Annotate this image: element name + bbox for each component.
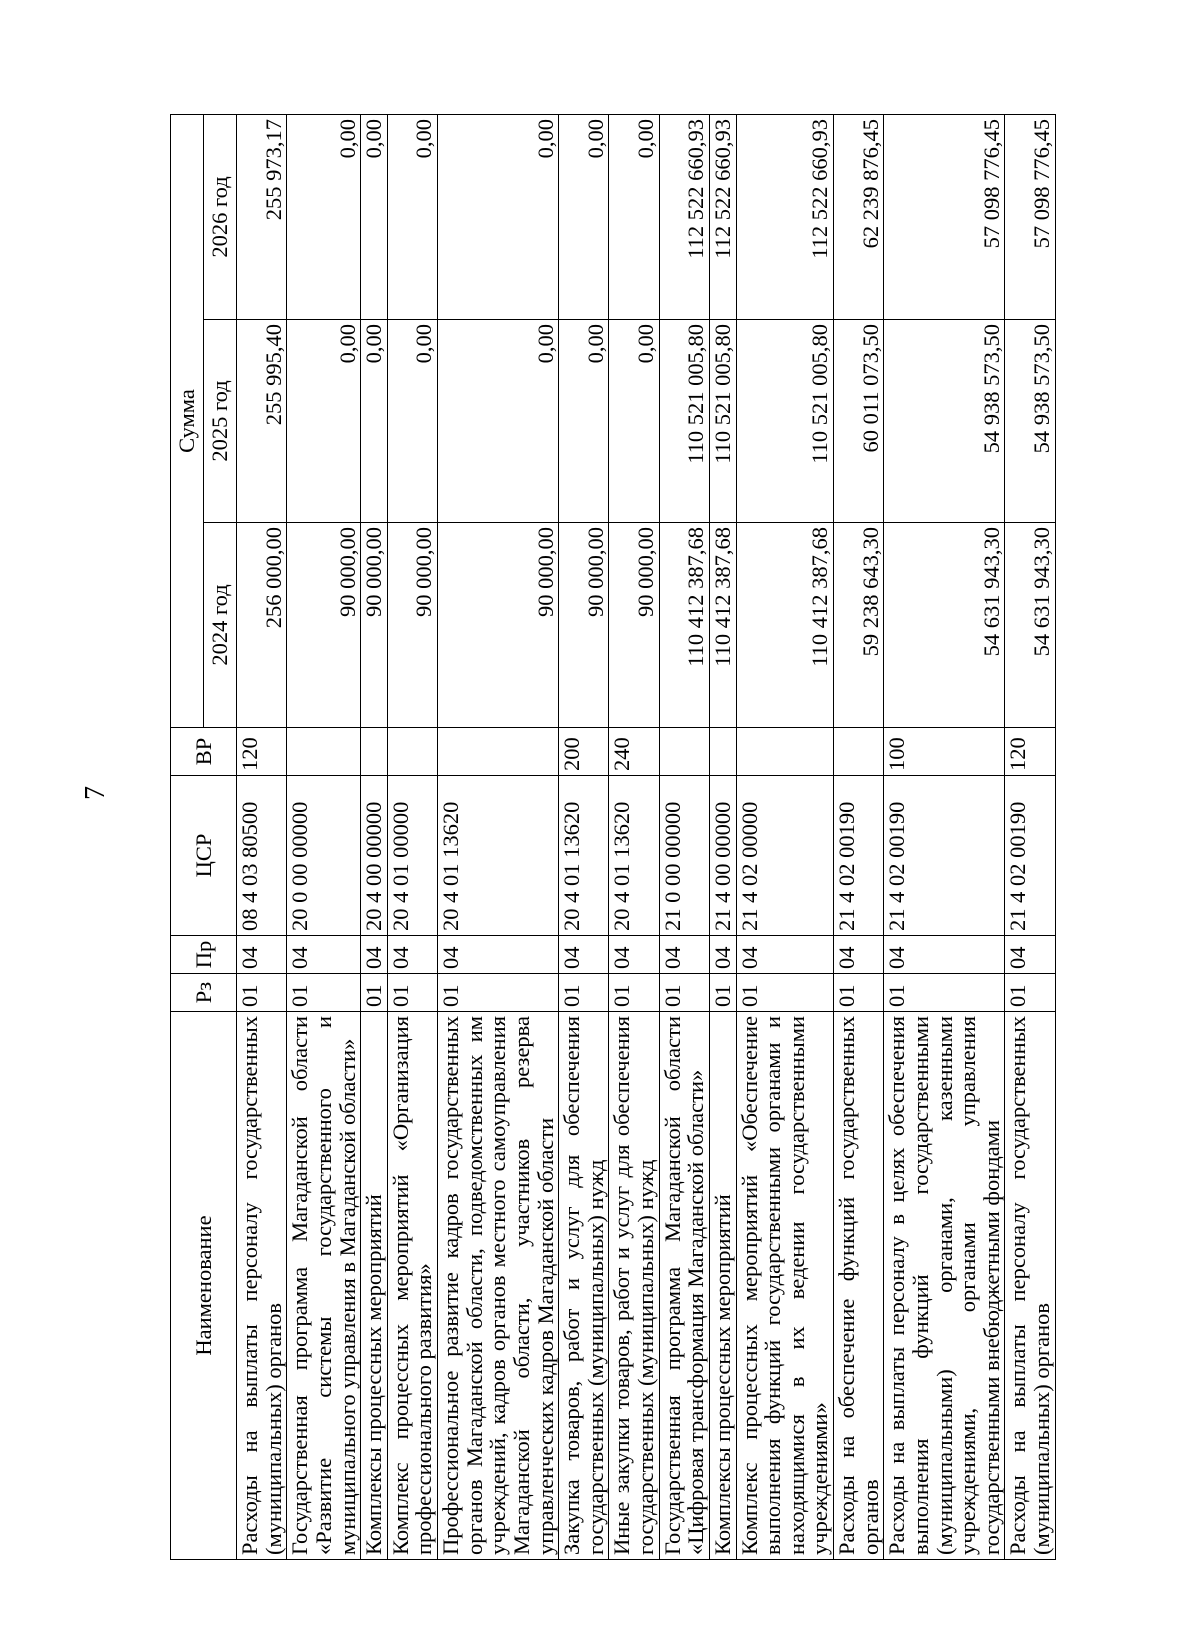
cell-rz: 01 [361, 974, 388, 1012]
cell-name: Расходы на обеспечение функций государственных органов [834, 1012, 884, 1560]
cell-rz: 01 [287, 974, 361, 1012]
cell-csr: 21 4 00 00000 [709, 776, 736, 936]
cell-name: Профессиональное развитие кадров государственных органов Магаданской области, подведомственных им учреждений, кадров органов местного самоуправления Магаданской области, участников резерва управленческих кадров Магаданской области [438, 1012, 559, 1560]
cell-rz: 01 [237, 974, 287, 1012]
cell-vr [659, 728, 709, 776]
cell-sum-2025: 0,00 [438, 320, 559, 523]
cell-name: Комплексы процессных мероприятий [361, 1012, 388, 1560]
cell-name: Иные закупки товаров, работ и услуг для обеспечения государственных (муниципальных) нужд [609, 1012, 659, 1560]
cell-pr: 04 [736, 936, 834, 974]
cell-pr: 04 [1005, 936, 1055, 974]
cell-pr: 04 [361, 936, 388, 974]
cell-rz: 01 [609, 974, 659, 1012]
cell-sum-2024: 110 412 387,68 [659, 523, 709, 728]
header-name: Наименование [171, 1012, 237, 1560]
cell-pr: 04 [387, 936, 437, 974]
cell-pr: 04 [287, 936, 361, 974]
cell-name: Закупка товаров, работ и услуг для обеспечения государственных (муниципальных) нужд [559, 1012, 609, 1560]
cell-sum-2024: 90 000,00 [559, 523, 609, 728]
cell-pr: 04 [559, 936, 609, 974]
cell-csr: 20 0 00 00000 [287, 776, 361, 936]
cell-vr [438, 728, 559, 776]
table-row [559, 114, 609, 1559]
cell-vr [834, 728, 884, 776]
cell-sum-2025: 110 521 005,80 [659, 320, 709, 523]
header-sum: Сумма [171, 114, 204, 727]
cell-vr: 200 [559, 728, 609, 776]
cell-csr: 20 4 01 13620 [559, 776, 609, 936]
cell-rz: 01 [709, 974, 736, 1012]
header-year-2026: 2026 год [204, 114, 237, 319]
cell-sum-2024: 90 000,00 [438, 523, 559, 728]
cell-vr [387, 728, 437, 776]
cell-csr: 20 4 01 13620 [438, 776, 559, 936]
header-vr: ВР [171, 728, 237, 776]
cell-pr: 04 [884, 936, 1005, 974]
cell-sum-2026: 57 098 776,45 [884, 114, 1005, 319]
cell-vr [287, 728, 361, 776]
cell-name: Расходы на выплаты персоналу государственных (муниципальных) органов [1005, 1012, 1055, 1560]
cell-vr: 120 [1005, 728, 1055, 776]
cell-sum-2026: 62 239 876,45 [834, 114, 884, 319]
table-body [237, 114, 1056, 1559]
cell-pr: 04 [709, 936, 736, 974]
cell-sum-2024: 90 000,00 [609, 523, 659, 728]
cell-vr: 240 [609, 728, 659, 776]
cell-name: Государственная программа Магаданской области «Развитие системы государственного и муниципального управления в Магаданской области» [287, 1012, 361, 1560]
header-year-2024: 2024 год [204, 523, 237, 728]
cell-rz: 01 [736, 974, 834, 1012]
cell-sum-2026: 57 098 776,45 [1005, 114, 1055, 319]
table-row [709, 114, 736, 1559]
cell-csr: 21 4 02 00190 [884, 776, 1005, 936]
cell-csr: 21 4 02 00190 [834, 776, 884, 936]
cell-sum-2026: 0,00 [438, 114, 559, 319]
cell-sum-2026: 112 522 660,93 [736, 114, 834, 319]
table-row [1005, 114, 1055, 1559]
cell-sum-2025: 110 521 005,80 [709, 320, 736, 523]
cell-vr [361, 728, 388, 776]
cell-sum-2025: 54 938 573,50 [884, 320, 1005, 523]
cell-name: Комплексы процессных мероприятий [709, 1012, 736, 1560]
cell-csr: 08 4 03 80500 [237, 776, 287, 936]
cell-sum-2025: 0,00 [609, 320, 659, 523]
cell-name: Расходы на выплаты персоналу в целях обеспечения выполнения функций государственными (муниципальными) органами, казенными учреждениями, органами управления государственными внебюджетными фондами [884, 1012, 1005, 1560]
cell-sum-2025: 60 011 073,50 [834, 320, 884, 523]
table-row [361, 114, 388, 1559]
cell-vr [736, 728, 834, 776]
table-row [884, 114, 1005, 1559]
cell-sum-2026: 0,00 [387, 114, 437, 319]
cell-vr: 100 [884, 728, 1005, 776]
cell-sum-2026: 112 522 660,93 [659, 114, 709, 319]
cell-rz: 01 [387, 974, 437, 1012]
cell-name: Комплекс процессных мероприятий «Организация профессионального развития» [387, 1012, 437, 1560]
cell-sum-2024: 90 000,00 [287, 523, 361, 728]
cell-csr: 21 0 00 00000 [659, 776, 709, 936]
table-row [659, 114, 709, 1559]
cell-csr: 20 4 00 00000 [361, 776, 388, 936]
budget-table-wrapper [170, 115, 1054, 1560]
cell-sum-2025: 0,00 [361, 320, 388, 523]
cell-name: Расходы на выплаты персоналу государственных (муниципальных) органов [237, 1012, 287, 1560]
cell-sum-2025: 0,00 [287, 320, 361, 523]
cell-sum-2026: 0,00 [559, 114, 609, 319]
cell-sum-2025: 54 938 573,50 [1005, 320, 1055, 523]
header-pr: Пр [171, 936, 237, 974]
cell-sum-2025: 0,00 [387, 320, 437, 523]
cell-vr: 120 [237, 728, 287, 776]
cell-pr: 04 [834, 936, 884, 974]
cell-rz: 01 [559, 974, 609, 1012]
table-row [387, 114, 437, 1559]
cell-sum-2024: 256 000,00 [237, 523, 287, 728]
cell-sum-2024: 54 631 943,30 [1005, 523, 1055, 728]
header-row-1 [171, 114, 204, 1559]
cell-sum-2026: 255 973,17 [237, 114, 287, 319]
table-row [438, 114, 559, 1559]
cell-csr: 20 4 01 13620 [609, 776, 659, 936]
cell-csr: 21 4 02 00000 [736, 776, 834, 936]
table-row [287, 114, 361, 1559]
cell-sum-2025: 0,00 [559, 320, 609, 523]
cell-name: Государственная программа Магаданской области «Цифровая трансформация Магаданской области» [659, 1012, 709, 1560]
cell-rz: 01 [834, 974, 884, 1012]
cell-sum-2024: 110 412 387,68 [709, 523, 736, 728]
cell-sum-2026: 0,00 [609, 114, 659, 319]
page-number: 7 [80, 786, 111, 800]
cell-sum-2024: 59 238 643,30 [834, 523, 884, 728]
header-csr: ЦСР [171, 776, 237, 936]
cell-name: Комплекс процессных мероприятий «Обеспечение выполнения функций государственными органами и находящимися в их ведении государственными учреждениями» [736, 1012, 834, 1560]
cell-vr [709, 728, 736, 776]
header-year-2025: 2025 год [204, 320, 237, 523]
header-rz: Рз [171, 974, 237, 1012]
cell-pr: 04 [438, 936, 559, 974]
cell-sum-2026: 112 522 660,93 [709, 114, 736, 319]
cell-pr: 04 [237, 936, 287, 974]
cell-sum-2026: 0,00 [361, 114, 388, 319]
cell-csr: 21 4 02 00190 [1005, 776, 1055, 936]
cell-sum-2025: 110 521 005,80 [736, 320, 834, 523]
table-row [834, 114, 884, 1559]
cell-rz: 01 [659, 974, 709, 1012]
cell-pr: 04 [609, 936, 659, 974]
cell-sum-2026: 0,00 [287, 114, 361, 319]
table-row [237, 114, 287, 1559]
cell-rz: 01 [1005, 974, 1055, 1012]
cell-pr: 04 [659, 936, 709, 974]
table-row [736, 114, 834, 1559]
cell-rz: 01 [884, 974, 1005, 1012]
cell-csr: 20 4 01 00000 [387, 776, 437, 936]
cell-sum-2024: 90 000,00 [387, 523, 437, 728]
table-row [609, 114, 659, 1559]
budget-table [170, 114, 1056, 1560]
cell-rz: 01 [438, 974, 559, 1012]
cell-sum-2024: 54 631 943,30 [884, 523, 1005, 728]
cell-sum-2024: 90 000,00 [361, 523, 388, 728]
cell-sum-2024: 110 412 387,68 [736, 523, 834, 728]
cell-sum-2025: 255 995,40 [237, 320, 287, 523]
